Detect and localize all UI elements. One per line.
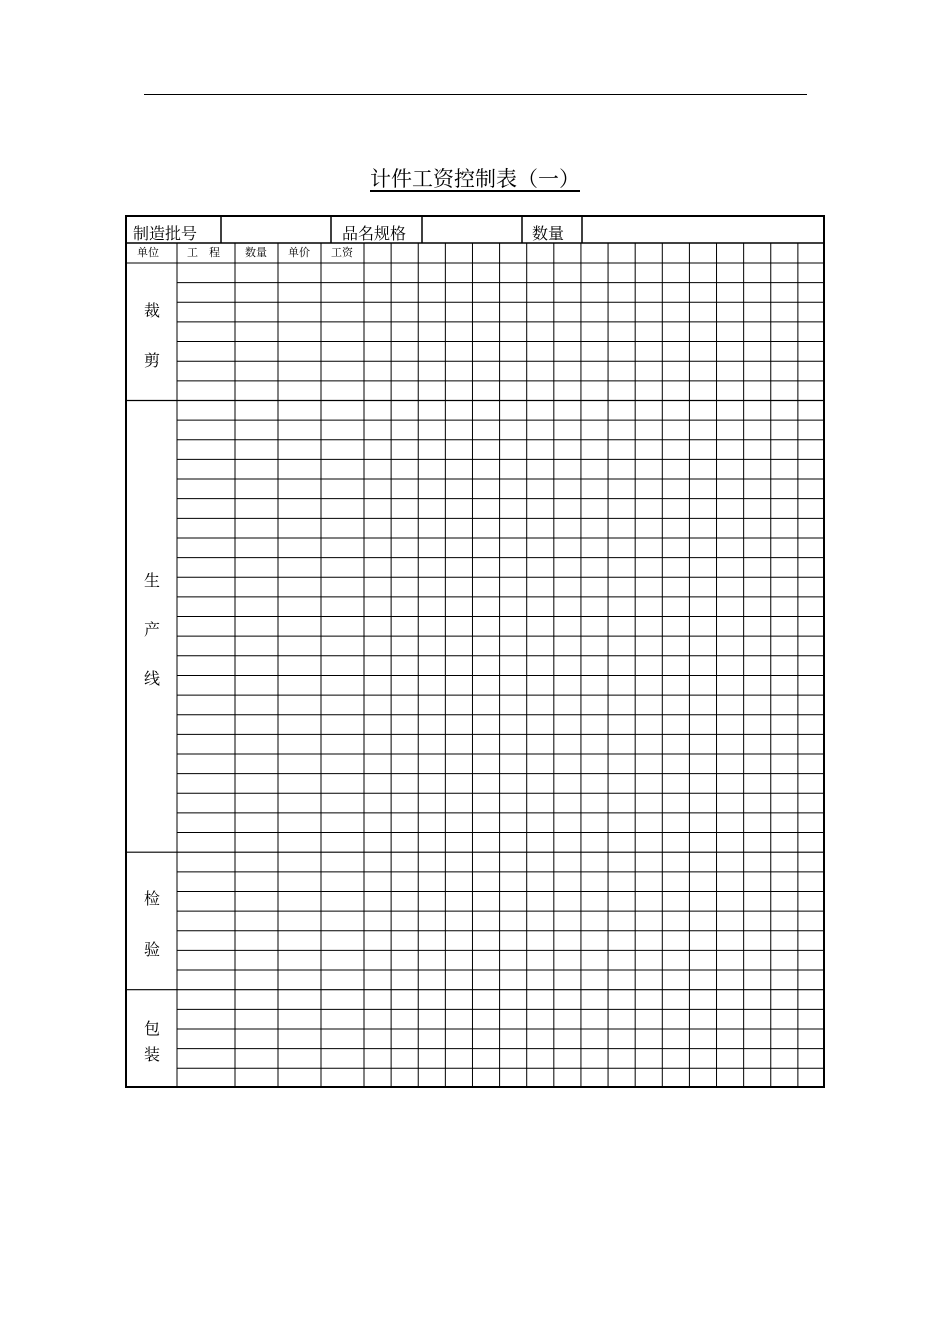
column-header-unit: 单位 <box>137 246 159 259</box>
section-production-char2: 产 <box>143 620 160 639</box>
product-spec-label: 品名规格 <box>342 224 407 243</box>
page-title: 计件工资控制表（一） <box>370 167 580 191</box>
section-cutting-char1: 裁 <box>143 301 160 320</box>
column-header-process: 工 程 <box>187 246 220 259</box>
section-production-char3: 线 <box>143 669 160 688</box>
section-packing-char1: 包 <box>143 1019 160 1038</box>
section-packing-char2: 装 <box>143 1045 160 1064</box>
section-inspection-char2: 验 <box>143 940 160 959</box>
section-cutting-char2: 剪 <box>143 351 160 370</box>
batch-number-label: 制造批号 <box>133 224 198 243</box>
column-header-quantity: 数量 <box>245 246 267 259</box>
quantity-label: 数量 <box>532 224 565 243</box>
wage-table <box>125 215 825 1088</box>
header-rule <box>144 94 807 95</box>
column-header-unit-price: 单价 <box>288 246 310 259</box>
section-inspection-char1: 检 <box>143 889 160 908</box>
column-header-wage: 工资 <box>331 246 353 259</box>
section-production-char1: 生 <box>143 571 160 590</box>
